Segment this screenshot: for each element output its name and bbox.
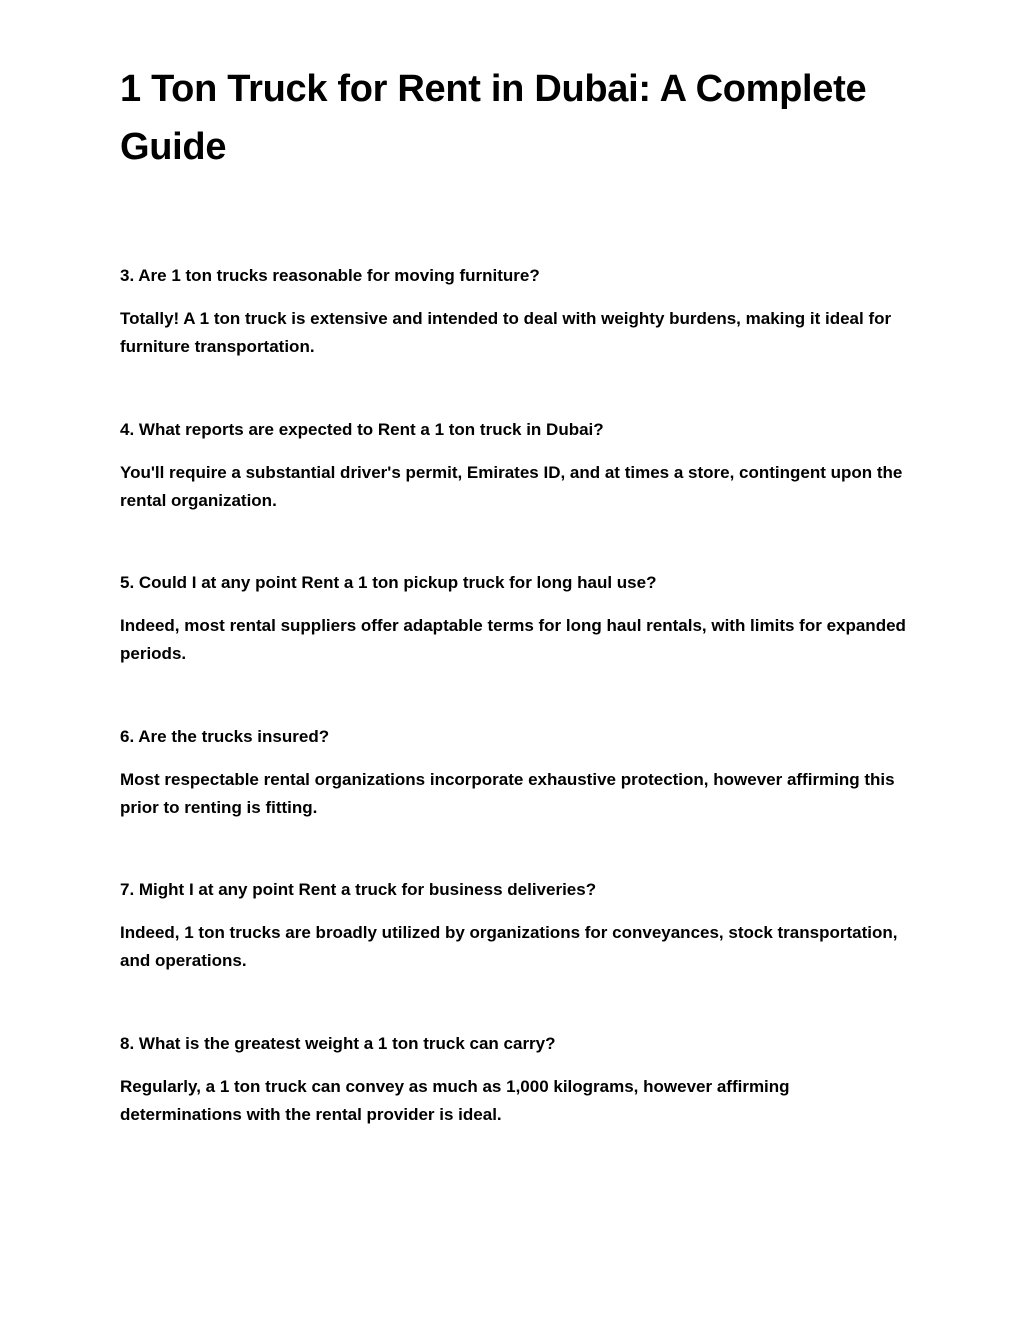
faq-item [120,573,910,668]
faq-answer: Indeed, 1 ton trucks are broadly utilized by organizations for conveyances, stock transportation, and operations. [120,923,898,970]
faq-question: 7. Might I at any point Rent a truck for business deliveries? [120,880,597,899]
faq-item [120,880,910,975]
faq-answer: Indeed, most rental suppliers offer adaptable terms for long haul rentals, with limits for expanded periods. [120,616,906,663]
faq-answer: Most respectable rental organizations incorporate exhaustive protection, however affirming this prior to renting is fitting. [120,770,895,817]
faq-question: 6. Are the trucks insured? [120,727,330,746]
faq-question: 5. Could I at any point Rent a 1 ton pickup truck for long haul use? [120,573,657,592]
document-title: 1 Ton Truck for Rent in Dubai: A Complete Guide [120,68,867,168]
faq-answer: Regularly, a 1 ton truck can convey as much as 1,000 kilograms, however affirming determinations with the rental provider is ideal. [120,1077,790,1124]
faq-question: 3. Are 1 ton trucks reasonable for moving furniture? [120,266,540,285]
faq-question: 4. What reports are expected to Rent a 1 ton truck in Dubai? [120,420,604,439]
faq-item [120,266,910,361]
faq-item [120,420,910,515]
faq-item [120,727,910,822]
faq-answer: Totally! A 1 ton truck is extensive and intended to deal with weighty burdens, making it ideal for furniture transportation. [120,309,892,356]
faq-item [120,1034,910,1129]
faq-answer: You'll require a substantial driver's permit, Emirates ID, and at times a store, contingent upon the rental organization. [120,463,903,510]
faq-question: 8. What is the greatest weight a 1 ton truck can carry? [120,1034,556,1053]
